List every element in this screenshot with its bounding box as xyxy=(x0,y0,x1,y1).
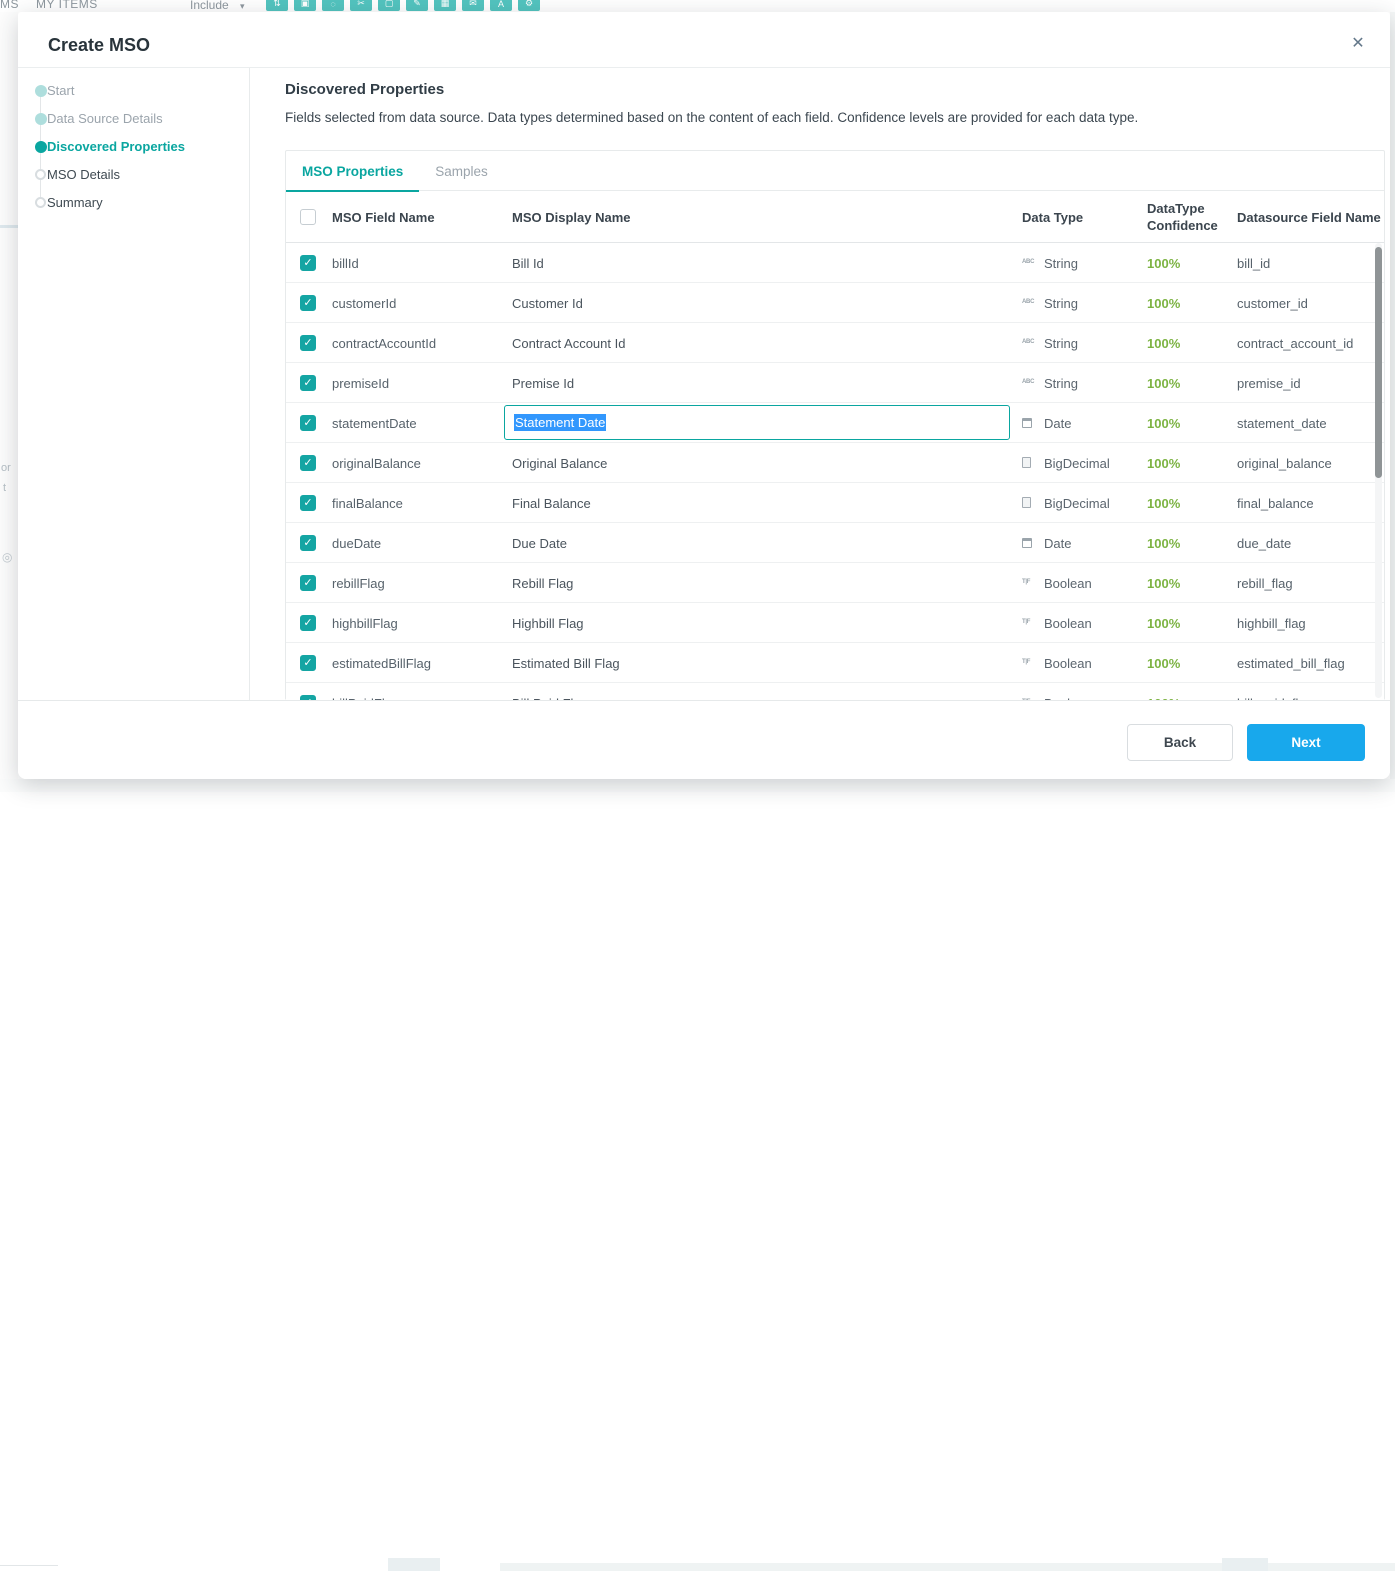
mso-display-name[interactable]: Bill Id xyxy=(512,256,544,271)
chevron-down-icon: ▾ xyxy=(240,1,245,11)
data-type-label: Boolean xyxy=(1044,576,1092,591)
row-checkbox[interactable] xyxy=(300,655,316,671)
settings-icon[interactable]: ⚙ xyxy=(518,0,540,11)
confidence-value: 100% xyxy=(1147,656,1181,671)
step-content xyxy=(267,68,1390,700)
abc-icon: ABC xyxy=(1022,259,1035,265)
background-bottom-strip xyxy=(0,779,1395,792)
column-header-datasource-field: Datasource Field Name xyxy=(1237,210,1381,225)
page-description: Fields selected from data source. Data types determined based on the content of each field. Confidence levels are provided for each data type. xyxy=(285,110,1139,125)
confidence-value: 100% xyxy=(1147,256,1181,271)
table-row xyxy=(286,523,1384,563)
confidence-value: 100% xyxy=(1147,416,1181,431)
table-row xyxy=(286,563,1384,603)
datasource-field-name: final_balance xyxy=(1237,496,1314,511)
background-text-fragment: t xyxy=(3,482,7,494)
step-label: MSO Details xyxy=(47,167,120,182)
mso-field-name: finalBalance xyxy=(332,496,403,511)
mso-field-name: dueDate xyxy=(332,536,382,551)
mso-display-name[interactable]: Rebill Flag xyxy=(512,576,574,591)
mail-icon[interactable]: ✉ xyxy=(462,0,484,11)
mso-field-name: statementDate xyxy=(332,416,417,431)
wizard-step-mso-details[interactable] xyxy=(18,167,249,195)
step-dot xyxy=(35,197,46,208)
background-left-strip xyxy=(0,12,18,779)
background-tab-fragment: MS xyxy=(0,0,19,11)
row-checkbox[interactable] xyxy=(300,295,316,311)
mso-field-name: billId xyxy=(332,256,359,271)
data-type-label: String xyxy=(1044,376,1078,391)
image-icon[interactable]: ▦ xyxy=(434,0,456,11)
row-checkbox[interactable] xyxy=(300,415,316,431)
mso-display-name[interactable]: Due Date xyxy=(512,536,567,551)
filter-icon[interactable]: ⇅ xyxy=(266,0,288,11)
data-type-label: Date xyxy=(1044,536,1072,551)
data-type-label: Boolean xyxy=(1044,656,1092,671)
confidence-value: 100% xyxy=(1147,336,1181,351)
table-row xyxy=(286,483,1384,523)
create-mso-modal xyxy=(18,12,1390,779)
document-icon xyxy=(1022,457,1031,468)
wizard-step-start[interactable] xyxy=(18,83,249,111)
properties-card xyxy=(285,150,1385,700)
row-checkbox[interactable] xyxy=(300,455,316,471)
table-row xyxy=(286,283,1384,323)
confidence-value: 100% xyxy=(1147,536,1181,551)
wizard-step-data-source-details[interactable] xyxy=(18,111,249,139)
table-row xyxy=(286,243,1384,283)
table-header xyxy=(286,191,1384,243)
mso-field-name: rebillFlag xyxy=(332,576,385,591)
mso-field-name: estimatedBillFlag xyxy=(332,656,431,671)
mso-display-name[interactable]: Customer Id xyxy=(512,296,583,311)
data-type-label: BigDecimal xyxy=(1044,456,1110,471)
step-label: Data Source Details xyxy=(47,111,163,126)
step-dot xyxy=(35,113,47,125)
user-icon[interactable]: ◌ xyxy=(322,0,344,11)
vertical-scrollbar[interactable] xyxy=(1375,243,1382,698)
data-type-label: BigDecimal xyxy=(1044,496,1110,511)
selected-text: Statement Date xyxy=(515,415,606,430)
table-row xyxy=(286,323,1384,363)
mso-display-name[interactable]: Premise Id xyxy=(512,376,575,391)
row-checkbox[interactable] xyxy=(300,615,316,631)
mso-field-name: customerId xyxy=(332,296,397,311)
text-icon[interactable]: A xyxy=(490,0,512,11)
close-icon[interactable]: ✕ xyxy=(1351,35,1365,52)
boolean-icon: T|F xyxy=(1022,579,1031,585)
datasource-field-name: premise_id xyxy=(1237,376,1301,391)
row-checkbox[interactable] xyxy=(300,335,316,351)
table-row xyxy=(286,603,1384,643)
datasource-field-name: rebill_flag xyxy=(1237,576,1293,591)
mso-display-name[interactable]: Original Balance xyxy=(512,456,608,471)
datasource-field-name: bill_id xyxy=(1237,256,1271,271)
datasource-field-name: customer_id xyxy=(1237,296,1308,311)
column-header-data-type: Data Type xyxy=(1022,210,1084,225)
display-name-input[interactable] xyxy=(504,405,1010,440)
background-cell xyxy=(1222,1558,1268,1571)
step-label: Discovered Properties xyxy=(47,139,186,154)
table-row xyxy=(286,403,1384,443)
background-text-fragment: or xyxy=(1,462,11,474)
mso-field-name: highbillFlag xyxy=(332,616,398,631)
cut-icon[interactable]: ✂ xyxy=(350,0,372,11)
datasource-field-name: statement_date xyxy=(1237,416,1327,431)
datasource-field-name: contract_account_id xyxy=(1237,336,1354,351)
background-topbar xyxy=(0,0,1395,12)
calendar-icon xyxy=(1022,418,1032,428)
row-checkbox[interactable] xyxy=(300,255,316,271)
step-dot xyxy=(35,169,46,180)
data-type-label: String xyxy=(1044,296,1078,311)
document-icon xyxy=(1022,497,1031,508)
background-cell xyxy=(388,1558,440,1571)
wizard-steps-sidebar xyxy=(18,68,250,700)
datasource-field-name: original_balance xyxy=(1237,456,1332,471)
wizard-step-discovered-properties[interactable] xyxy=(18,139,249,167)
background-divider xyxy=(0,1565,58,1566)
confidence-value: 100% xyxy=(1147,296,1181,311)
confidence-value: 100% xyxy=(1147,576,1181,591)
data-type-label: Boolean xyxy=(1044,616,1092,631)
confidence-value: 100% xyxy=(1147,616,1181,631)
modal-title: Create MSO xyxy=(48,35,151,55)
boolean-icon: T|F xyxy=(1022,659,1031,665)
datasource-field-name: due_date xyxy=(1237,536,1292,551)
step-dot xyxy=(35,85,47,97)
save-icon[interactable]: ▣ xyxy=(294,0,316,11)
next-button[interactable]: Next xyxy=(1247,724,1365,761)
row-checkbox[interactable] xyxy=(300,575,316,591)
mso-field-name: premiseId xyxy=(332,376,390,391)
datasource-field-name: highbill_flag xyxy=(1237,616,1306,631)
background-tab-my-items[interactable]: MY ITEMS xyxy=(36,0,98,11)
page-title: Discovered Properties xyxy=(285,81,445,98)
wizard-step-summary[interactable] xyxy=(18,195,249,223)
calendar-icon xyxy=(1022,538,1032,548)
table-row xyxy=(286,643,1384,683)
abc-icon: ABC xyxy=(1022,379,1035,385)
row-checkbox[interactable] xyxy=(300,495,316,511)
column-header-mso-display-name: MSO Display Name xyxy=(512,210,631,225)
abc-icon: ABC xyxy=(1022,299,1035,305)
row-checkbox[interactable] xyxy=(300,535,316,551)
modal-footer xyxy=(18,700,1390,779)
boolean-icon: T|F xyxy=(1022,619,1031,625)
datasource-field-name: estimated_bill_flag xyxy=(1237,656,1345,671)
tab-samples[interactable]: Samples xyxy=(435,163,488,179)
step-label: Summary xyxy=(47,195,103,210)
table-row xyxy=(286,443,1384,483)
gear-icon: ◎ xyxy=(2,550,13,564)
edit-icon[interactable]: ✎ xyxy=(406,0,428,11)
background-right-strip xyxy=(1390,12,1395,779)
include-dropdown[interactable] xyxy=(190,0,245,12)
abc-icon: ABC xyxy=(1022,339,1035,345)
data-type-label: String xyxy=(1044,256,1078,271)
data-type-label: String xyxy=(1044,336,1078,351)
table-body xyxy=(286,243,1384,701)
mso-display-name[interactable]: Contract Account Id xyxy=(512,336,626,351)
mso-display-name[interactable]: Estimated Bill Flag xyxy=(512,656,620,671)
mso-field-name: contractAccountId xyxy=(332,336,437,351)
scrollbar-thumb[interactable] xyxy=(1375,247,1382,478)
mso-display-name[interactable]: Highbill Flag xyxy=(512,616,584,631)
step-dot xyxy=(35,141,47,153)
confidence-value: 100% xyxy=(1147,496,1181,511)
background-toolbar xyxy=(266,0,540,11)
window-icon[interactable]: ▢ xyxy=(378,0,400,11)
column-header-mso-field-name: MSO Field Name xyxy=(332,210,435,225)
table-row xyxy=(286,363,1384,403)
tab-mso-properties[interactable]: MSO Properties xyxy=(286,151,419,191)
select-all-checkbox[interactable] xyxy=(300,209,316,225)
back-button[interactable]: Back xyxy=(1127,724,1233,761)
confidence-value: 100% xyxy=(1147,456,1181,471)
confidence-value: 100% xyxy=(1147,376,1181,391)
modal-header xyxy=(18,12,1390,68)
mso-field-name: originalBalance xyxy=(332,456,421,471)
column-header-datatype-confidence: DataType Confidence xyxy=(1147,201,1218,233)
row-checkbox[interactable] xyxy=(300,375,316,391)
mso-display-name[interactable]: Final Balance xyxy=(512,496,591,511)
data-type-label: Date xyxy=(1044,416,1072,431)
include-dropdown-label: Include xyxy=(190,0,229,12)
tab-bar xyxy=(286,151,1384,191)
step-label: Start xyxy=(47,83,75,98)
background-divider xyxy=(0,225,18,228)
